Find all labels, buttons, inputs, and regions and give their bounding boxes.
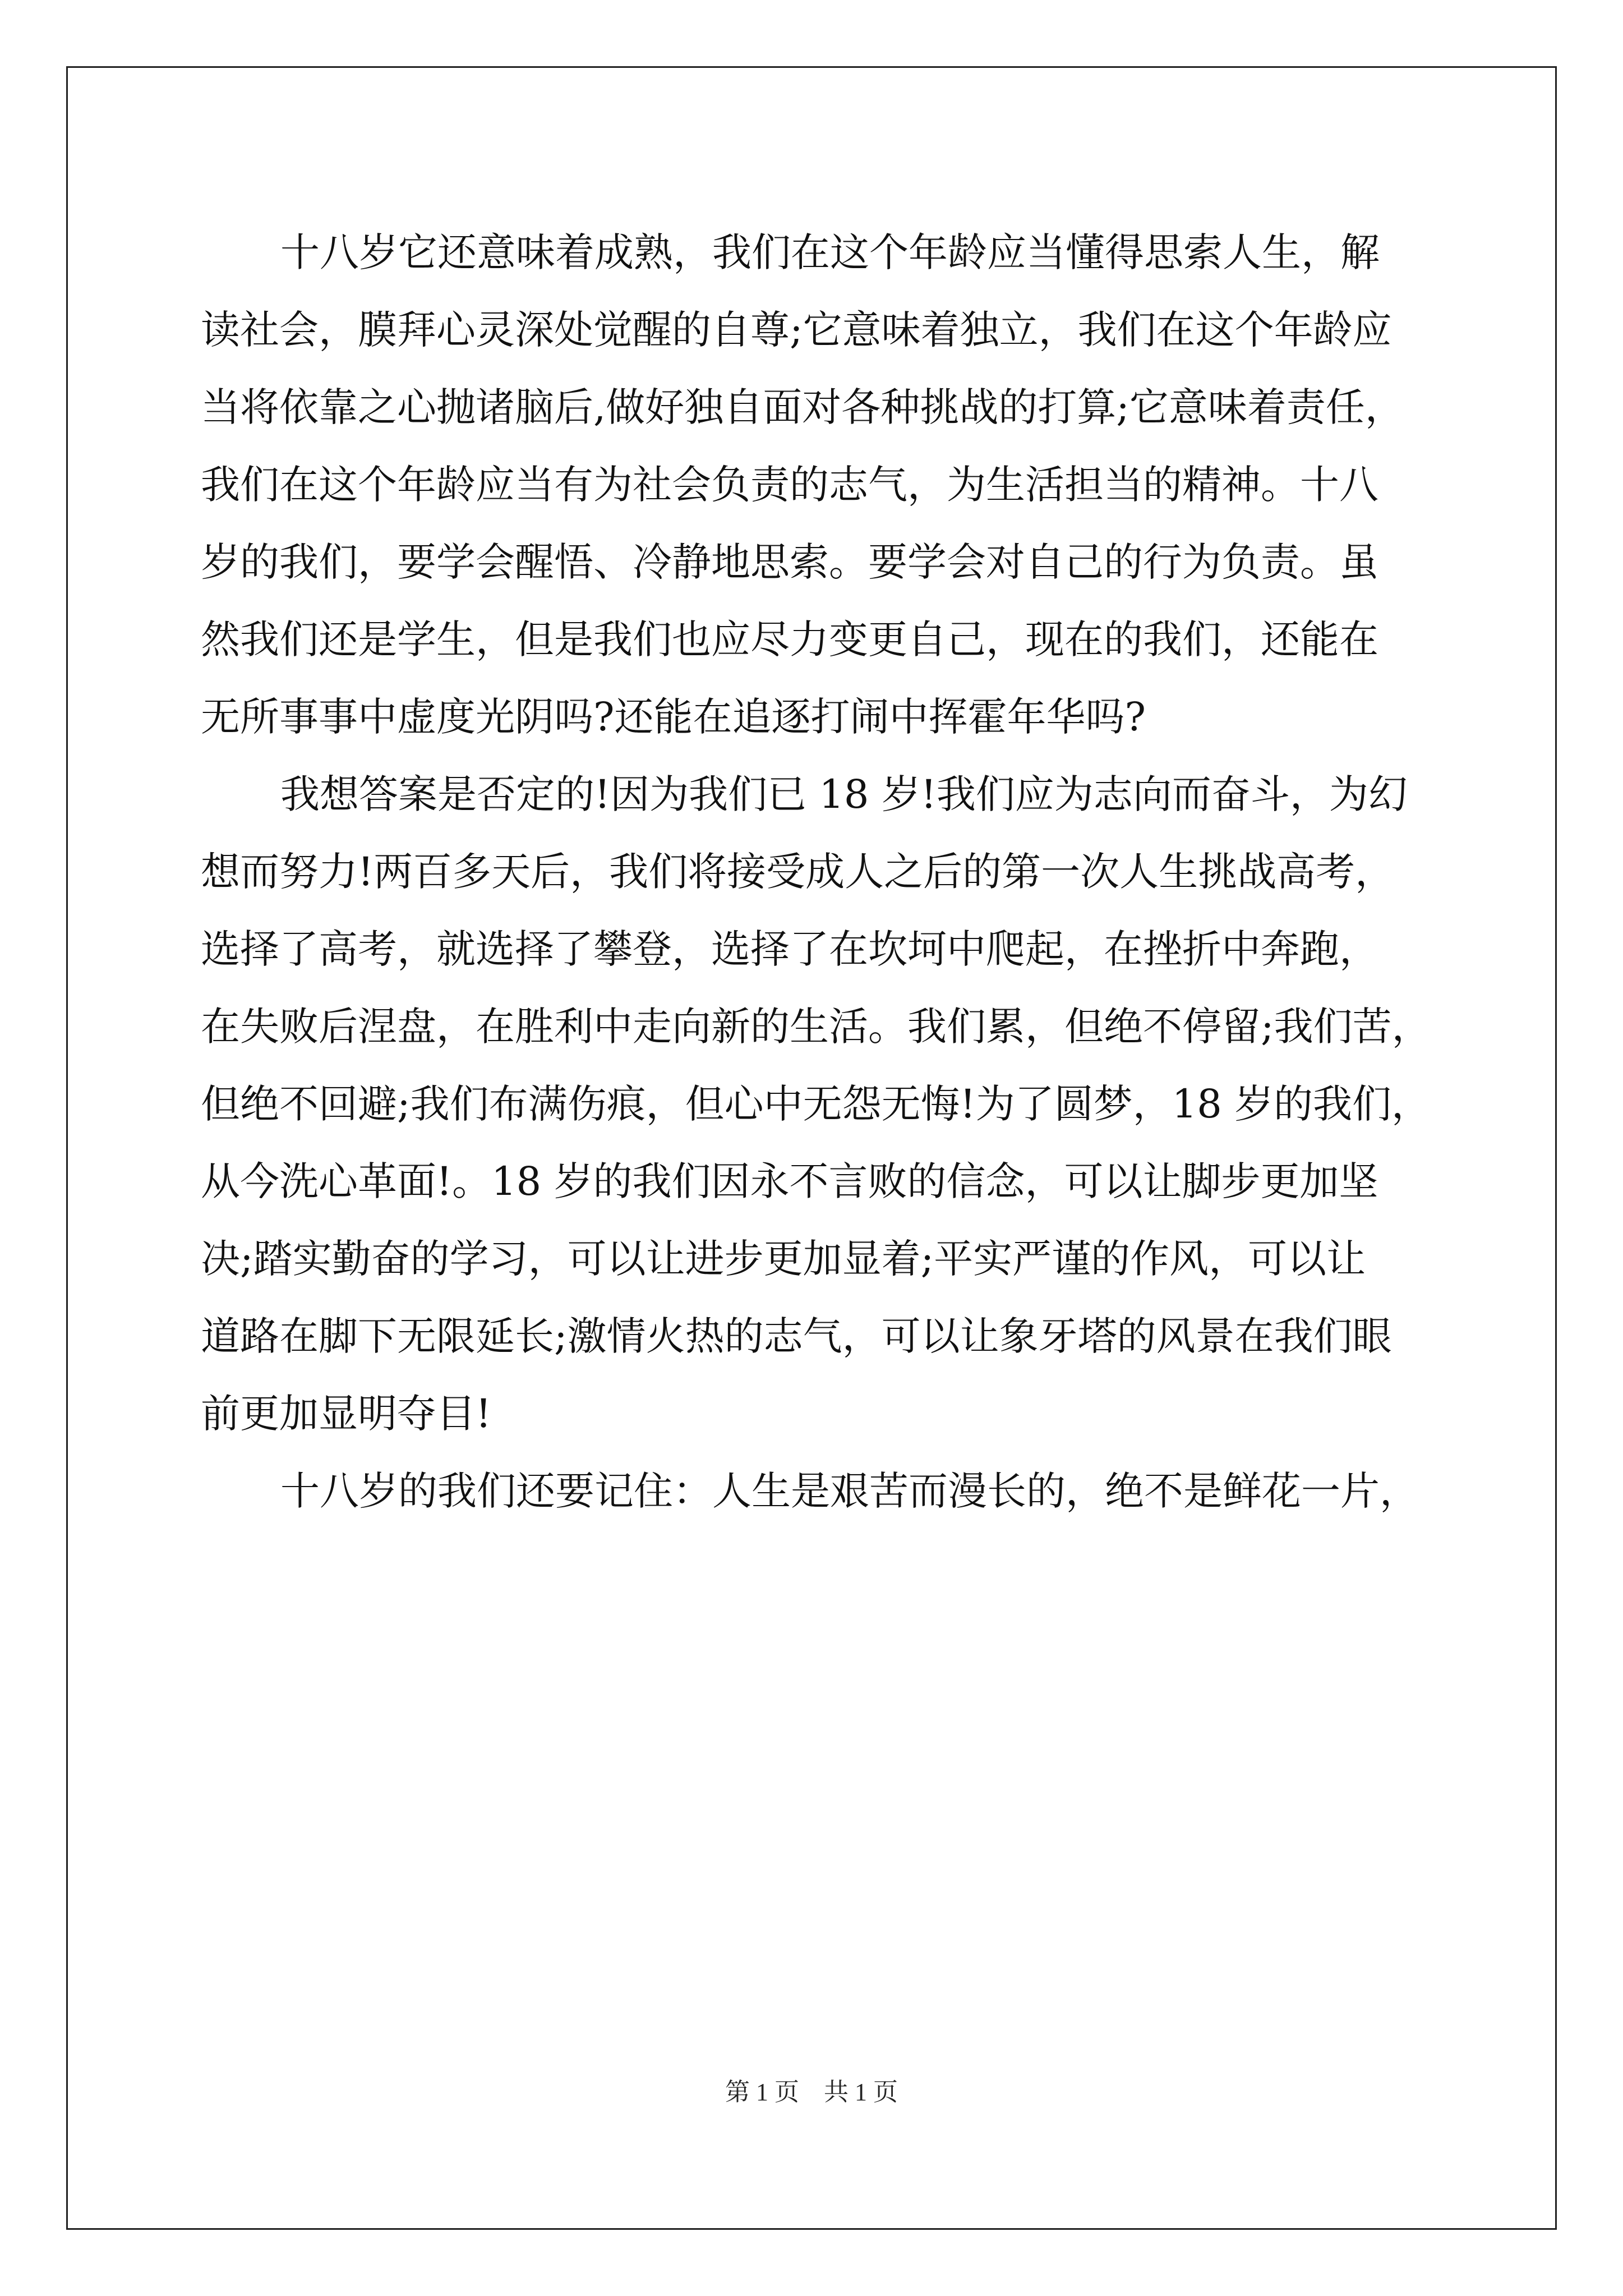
paragraph-2-line-3: 选择了高考，就选择了攀登，选择了在坎坷中爬起，在挫折中奔跑， bbox=[201, 926, 1378, 972]
page-number-footer: 第 1 页 共 1 页 bbox=[725, 2078, 898, 2106]
paragraph-2-line-1: 我想答案是否定的!因为我们已 18 岁!我们应为志向而奋斗，为幻 bbox=[280, 771, 1408, 817]
paragraph-1-line-2: 读社会，膜拜心灵深处觉醒的自尊;它意味着独立，我们在这个年龄应 bbox=[201, 307, 1392, 353]
paragraph-1-line-3: 当将依靠之心抛诸脑后,做好独自面对各种挑战的打算;它意味着责任， bbox=[201, 384, 1404, 430]
paragraph-2-line-8: 道路在脚下无限延长;激情火热的志气，可以让象牙塔的风景在我们眼 bbox=[201, 1313, 1392, 1359]
paragraph-1-line-6: 然我们还是学生，但是我们也应尽力变更自己，现在的我们，还能在 bbox=[201, 616, 1378, 662]
paragraph-1-line-5: 岁的我们，要学会醒悟、冷静地思索。要学会对自己的行为负责。虽 bbox=[201, 539, 1378, 585]
paragraph-2-line-4: 在失败后涅盘，在胜利中走向新的生活。我们累，但绝不停留;我们苦， bbox=[201, 1004, 1431, 1050]
paragraph-1-line-1: 十八岁它还意味着成熟，我们在这个年龄应当懂得思索人生，解 bbox=[280, 229, 1380, 275]
paragraph-1-line-7: 无所事事中虚度光阴吗?还能在追逐打闹中挥霍年华吗? bbox=[201, 694, 1146, 740]
paragraph-2-line-5: 但绝不回避;我们布满伤痕，但心中无怨无悔!为了圆梦，18 岁的我们， bbox=[201, 1081, 1431, 1127]
paragraph-2-line-6: 从今洗心革面!。18 岁的我们因永不言败的信念，可以让脚步更加坚 bbox=[201, 1158, 1378, 1204]
paragraph-2-line-7: 决;踏实勤奋的学习，可以让进步更加显着;平实严谨的作风，可以让 bbox=[201, 1236, 1366, 1282]
paragraph-1-line-4: 我们在这个年龄应当有为社会负责的志气，为生活担当的精神。十八 bbox=[201, 462, 1378, 508]
paragraph-3-line-1: 十八岁的我们还要记住：人生是艰苦而漫长的，绝不是鲜花一片， bbox=[280, 1468, 1419, 1514]
paragraph-2-line-9: 前更加显明夺目! bbox=[201, 1391, 492, 1437]
paragraph-2-line-2: 想而努力!两百多天后，我们将接受成人之后的第一次人生挑战高考， bbox=[201, 849, 1395, 895]
